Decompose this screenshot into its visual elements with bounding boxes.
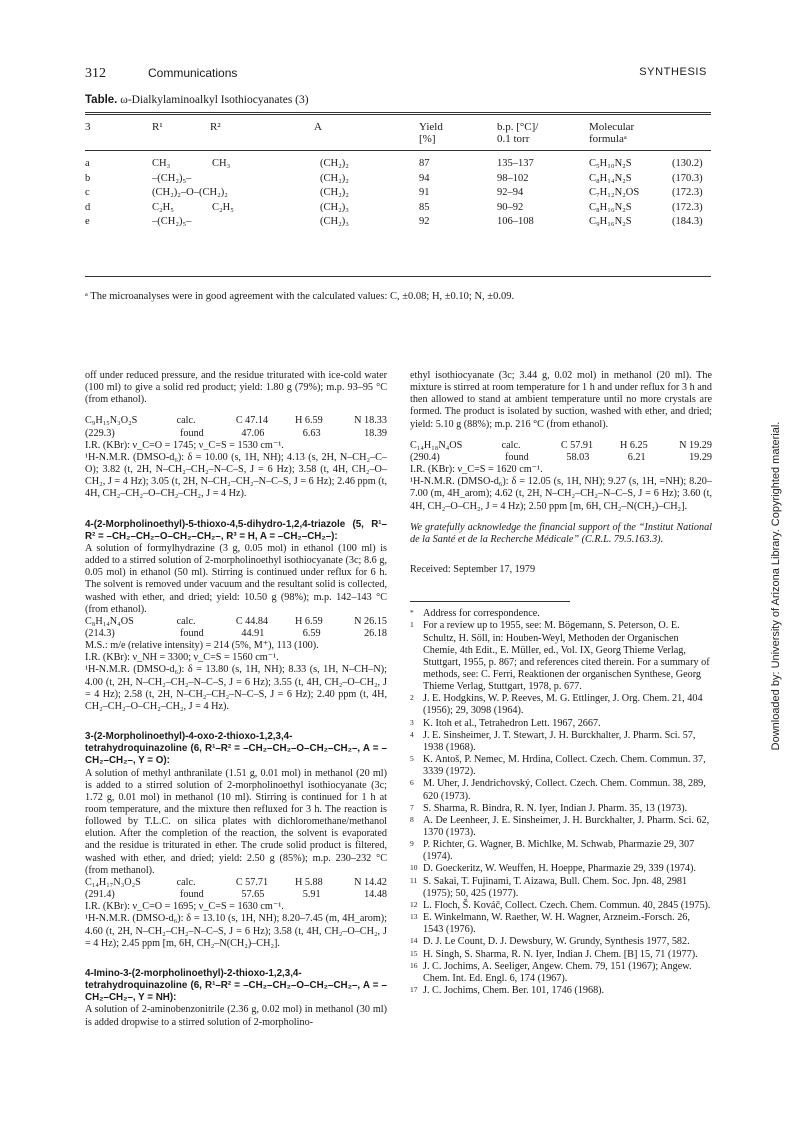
- reference-number: 17: [410, 985, 418, 995]
- reference-item: [410, 718, 712, 730]
- reference-number: 8: [410, 814, 414, 824]
- table-cell-bp: 135–137: [497, 158, 534, 169]
- journal-name: SYNTHESIS: [639, 66, 707, 78]
- reference-item: [410, 900, 712, 912]
- table-rule-header: [85, 150, 711, 151]
- reference-item: [410, 936, 712, 948]
- table-cell-formula: C₇H₁₂N₂OS: [589, 187, 640, 199]
- reference-item: [410, 949, 712, 961]
- reference-text: J. E. Sinsheimer, J. T. Stewart, J. H. Burckhalter, J. Pharm. Sci. 57, 1938 (1968).: [423, 729, 696, 753]
- reference-item: [410, 815, 712, 839]
- acknowledgement: We gratefully acknowledge the financial support of the “Institut National de la Santé et de la Recherche Médicale” (C.R.L. 79.5.163.3).: [410, 521, 712, 545]
- table-cell-r1: C₂H₅: [152, 201, 174, 213]
- table-cell-r1: –(CH₂)₅–: [152, 216, 192, 228]
- reference-text: For a review up to 1955, see: M. Bögemann, S. Peterson, O. E. Schultz, H. Söll, in: Houben-Weyl, Methoden der Organischen Chemie, 4th Edit., E. Müller, ed., Vol. IX, Georg Thieme Verlag, Stuttgart, 1955, p. 867; and references cited therein. For a summary of methods, see: C. Ferri, Reaktionen der organischen Synthese, Georg Thieme Verlag, Stuttgart, 1978, p. 677.: [423, 620, 710, 693]
- reference-number: 14: [410, 936, 418, 946]
- procedure-heading: 4-(2-Morpholinoethyl)-5-thioxo-4,5-dihydro-1,2,4-triazole (5, R¹–R² = –CH₂–CH₂–O–CH₂–CH₂–, R³ = H, A = –CH₂–CH₂–):: [85, 518, 387, 542]
- table-rule-top: [85, 112, 711, 113]
- reference-text: K. Itoh et al., Tetrahedron Lett. 1967, 2667.: [423, 717, 601, 729]
- analysis-row: (214.3) found 44.91 6.59 26.18: [85, 627, 387, 639]
- table-cell-yield: 91: [419, 187, 430, 199]
- table-cell-r2: C₂H₅: [212, 201, 234, 213]
- analysis-row: C₉H₁₅N₃O₂S calc. C 47.14 H 6.59 N 18.33: [85, 415, 387, 427]
- reference-number: *: [410, 608, 414, 618]
- reference-item: [410, 863, 712, 875]
- table-header-r2: R²: [210, 121, 221, 133]
- analysis-row: C₈H₁₄N₄OS calc. C 44.84 H 6.59 N 26.15: [85, 615, 387, 627]
- reference-list: [410, 608, 712, 997]
- paragraph: A solution of 2-aminobenzonitrile (2.36 g, 0.02 mol) in methanol (30 ml) is added dropwise to a stirred solution of 2-morpholino-: [85, 1004, 387, 1028]
- reference-item: [410, 876, 712, 900]
- ms-data: M.S.: m/e (relative intensity) = 214 (5%, M⁺), 113 (100).: [85, 640, 319, 652]
- procedure-heading: 4-Imino-3-(2-morpholinoethyl)-2-thioxo-1,2,3,4-tetrahydroquinazoline (6, R¹–R² = –CH₂–CH₂–O–CH₂–CH₂–, A = –CH₂–CH₂–, Y = NH):: [85, 967, 387, 1004]
- paragraph: ethyl isothiocyanate (3c; 3.44 g, 0.02 mol) in methanol (20 ml). The mixture is stirred at room temperature for 1 h and under reflux for 3 h and then allowed to stand at ambient temperature until no more crystals are formed. The product is isolated by suction, washed with ether, and dried; yield: 5.10 g (88%); m.p. 216 °C (from ethanol).: [410, 370, 712, 430]
- reference-text: Address for correspondence.: [423, 608, 540, 620]
- reference-item: [410, 620, 712, 693]
- reference-text: J. E. Hodgkins, W. P. Reeves, M. G. Ettlinger, J. Org. Chem. 21, 404 (1956); 29, 3098 (1964).: [423, 693, 703, 717]
- table-cell-a: (CH₂)₂: [320, 158, 349, 169]
- table-cell-id: a: [85, 158, 90, 169]
- nmr-data: ¹H-N.M.R. (DMSO-d₆): δ = 10.00 (s, 1H, NH); 4.13 (s, 2H, N–CH₂–C–O); 3.82 (t, 2H, N–CH₂–CH₂–N–C–S, J = 6 Hz); 3.58 (t, 4H, CH₂–O–CH₂, J = 4 Hz); 3.05 (t, 2H, N–CH₂–CH₂–N–C–S, J = 6 Hz); 2.46 ppm (t, 4H, CH₂–CH₂–O–CH₂–CH₂, J = 4 Hz).: [85, 451, 387, 500]
- table-cell-bp: 90–92: [497, 201, 524, 213]
- table-cell-formula: C₉H₁₆N₂S: [589, 216, 632, 228]
- table-header-bp: b.p. [°C]/: [497, 121, 539, 133]
- reference-number: 16: [410, 960, 418, 970]
- right-column: [410, 370, 712, 997]
- reference-item: [410, 961, 712, 985]
- table-cell-id: c: [85, 187, 90, 199]
- reference-text: H. Singh, S. Sharma, R. N. Iyer, Indian J. Chem. [B] 15, 71 (1977).: [423, 948, 698, 960]
- reference-item: [410, 608, 712, 620]
- reference-text: D. J. Le Count, D. J. Dewsbury, W. Grundy, Synthesis 1977, 582.: [423, 936, 690, 948]
- analysis-row: (290.4) found 58.03 6.21 19.29: [410, 451, 712, 463]
- analysis-row: (291.4) found 57.65 5.91 14.48: [85, 889, 387, 901]
- ir-data: I.R. (KBr): ν_C=S = 1620 cm⁻¹.: [410, 464, 543, 476]
- table-caption: [85, 94, 309, 106]
- table-caption-text: ω-Dialkylaminoalkyl Isothiocyanates (3): [120, 94, 309, 106]
- reference-number: 3: [410, 717, 414, 727]
- reference-number: 12: [410, 899, 418, 909]
- paragraph: A solution of methyl anthranilate (1.51 g, 0.01 mol) in methanol (20 ml) is added to a stirred solution of 2-morpholinoethyl isothiocyanate (3c; 1.72 g, 0.01 mol) in methanol (10 ml). Stirring is continued for 1 h at room temperature, and the mixture then refluxed for 3 h. The reaction is followed by T.L.C. on silica plates with dichloromethane/methanol elution. After the completion of the reaction, the solvent is evaporated and the residue is triturated in ether. The crude solid product is filtered, washed with ether, and dried; yield: 2.50 g (85%); m.p. 230–232 °C (from methanol).: [85, 767, 387, 876]
- nmr-data: ¹H-N.M.R. (DMSO-d₆): δ = 13.80 (s, 1H, NH); 8.33 (s, 1H, N–CH–N); 4.00 (t, 2H, N–CH₂–CH₂–N–C–S, J = 6 Hz); 3.55 (t, 4H, CH₂–O–CH₂, J = 4 Hz); 2.58 (t, 2H, N–CH₂–CH₂–N–C–S, J = 6 Hz); 2.40 ppm (t, 4H, CH₂–CH₂–O–CH₂–CH₂, J = 4 Hz).: [85, 664, 387, 712]
- page-number: 312: [85, 66, 106, 81]
- procedure-heading: 3-(2-Morpholinoethyl)-4-oxo-2-thioxo-1,2,3,4-tetrahydroquinazoline (6, R¹–R² = –CH₂–CH₂–O–CH₂–CH₂–, A = –CH₂–CH₂–, Y = O):: [85, 731, 387, 767]
- table-cell-id: d: [85, 201, 91, 213]
- reference-text: P. Richter, G. Wagner, B. Michlke, M. Schwab, Pharmazie 29, 307 (1974).: [423, 839, 695, 863]
- table-cell-r1: (CH₂)₂–O–(CH₂)₂: [152, 187, 228, 199]
- table-cell-formula: C₅H₁₀N₂S: [589, 158, 632, 169]
- table-cell-mw: (184.3): [672, 216, 703, 228]
- reference-text: J. C. Jochims, Chem. Ber. 101, 1746 (1968).: [423, 985, 605, 997]
- reference-number: 15: [410, 948, 418, 958]
- table-header-r1: R¹: [152, 121, 163, 133]
- paragraph: off under reduced pressure, and the residue triturated with ice-cold water (100 ml) to give a solid red product; yield: 1.80 g (79%); m.p. 93–95 °C (from ethanol).: [85, 370, 387, 406]
- table-header-formula-2: formulaᵃ: [589, 133, 627, 145]
- ir-data: I.R. (KBr): ν_NH = 3300; ν_C=S = 1560 cm⁻¹.: [85, 652, 279, 664]
- table-header-formula: Molecular: [589, 121, 635, 133]
- reference-number: 13: [410, 912, 418, 922]
- table-header-id: 3: [85, 121, 91, 133]
- table-cell-yield: 94: [419, 172, 430, 184]
- ir-data: I.R. (KBr): ν_C=O = 1695; ν_C=S = 1630 cm⁻¹.: [85, 901, 284, 913]
- left-column: [85, 370, 387, 1029]
- reference-item: [410, 912, 712, 936]
- reference-text: D. Goeckeritz, W. Weuffen, H. Hoeppe, Pharmazie 29, 339 (1974).: [423, 863, 696, 875]
- reference-number: 5: [410, 754, 414, 764]
- table-footnote: ᵃ The microanalyses were in good agreement with the calculated values: C, ±0.08; H, ±0.10; N, ±0.09.: [85, 291, 515, 302]
- reference-text: K. Antoš, P. Nemec, M. Hrdina, Collect. Czech. Chem. Commun. 37, 3339 (1972).: [423, 754, 706, 778]
- analysis-row: C₁₄H₁₈N₄OS calc. C 57.91 H 6.25 N 19.29: [410, 439, 712, 451]
- reference-item: [410, 754, 712, 778]
- section-title: Communications: [148, 66, 238, 80]
- table-cell-mw: (170.3): [672, 172, 703, 184]
- table-cell-yield: 85: [419, 201, 430, 213]
- reference-item: [410, 778, 712, 802]
- paragraph: A solution of formylhydrazine (3 g, 0.05 mol) in ethanol (100 ml) is added to a stirred solution of 2-morpholinoethyl isothiocyanate (3c; 8.6 g, 0.05 mol) in ethanol (50 ml). Stirring is continued under reflux for 6 h. The solvent is removed under vacuum and the resultant solid is collected, washed with ether, and dried; yield: 10.50 g (98%); m.p. 142–143 °C (from ethanol).: [85, 542, 387, 615]
- table-cell-bp: 106–108: [497, 216, 534, 228]
- nmr-data: ¹H-N.M.R. (DMSO-d₆): δ = 12.05 (s, 1H, NH); 9.27 (s, 1H, =NH); 8.20–7.00 (m, 4H_arom); 4.62 (t, 2H, N–CH₂–CH₂–N–C–S, J = 6 Hz); 3.60 (t, 4H, CH₂–O–CH₂, J = 4 Hz); 2.50 ppm [m, 6H, CH₂–N(CH₂)–CH₂].: [410, 476, 712, 512]
- ir-data: I.R. (KBr): ν_C=O = 1745; ν_C=S = 1530 cm⁻¹.: [85, 439, 284, 451]
- table-header-a: A: [314, 121, 322, 133]
- table-header-yield-unit: [%]: [419, 133, 436, 145]
- reference-item: [410, 693, 712, 717]
- reference-item: [410, 730, 712, 754]
- table-cell-r2: CH₃: [212, 158, 231, 169]
- received-date: Received: September 17, 1979: [410, 564, 536, 576]
- table-cell-bp: 92–94: [497, 187, 524, 199]
- reference-text: J. C. Jochims, A. Seeliger, Angew. Chem. 79, 151 (1967); Angew. Chem. Int. Ed. Engl. 6, 174 (1967).: [423, 960, 692, 984]
- table-cell-mw: (172.3): [672, 187, 703, 199]
- table-cell-a: (CH₂)₂: [320, 172, 349, 184]
- table-cell-a: (CH₂)₃: [320, 201, 349, 213]
- table-cell-a: (CH₂)₂: [320, 187, 349, 199]
- references-rule: [410, 601, 570, 602]
- analysis-row: (229.3) found 47.06 6.63 18.39: [85, 427, 387, 439]
- reference-number: 6: [410, 778, 414, 788]
- table-cell-r1: –(CH₂)₅–: [152, 172, 192, 184]
- table-rule-bottom: [85, 276, 711, 277]
- nmr-data: ¹H-N.M.R. (DMSO-d₆): δ = 13.10 (s, 1H, NH); 8.20–7.45 (m, 4H_arom); 4.60 (t, 2H, N–CH₂–CH₂–N–C–S, J = 6 Hz); 3.58 (t, 4H, CH₂–O–CH₂, J = 4 Hz); 2.45 ppm [m, 6H, CH₂–N(CH₂)–CH₂].: [85, 913, 387, 949]
- reference-number: 2: [410, 693, 414, 703]
- reference-text: S. Sharma, R. Bindra, R. N. Iyer, Indian J. Pharm. 35, 13 (1973).: [423, 802, 688, 814]
- reference-number: 11: [410, 875, 418, 885]
- reference-number: 1: [410, 620, 414, 630]
- reference-text: M. Uher, J. Jendrichovský, Collect. Czech. Chem. Commun. 38, 289, 620 (1973).: [423, 778, 706, 802]
- table-rule-top-2: [85, 114, 711, 115]
- reference-number: 10: [410, 863, 418, 873]
- reference-item: [410, 985, 712, 997]
- table-cell-yield: 92: [419, 216, 430, 228]
- reference-text: S. Sakai, T. Fujinami, T. Aizawa, Bull. Chem. Soc. Jpn. 48, 2981 (1975); 50, 425 (1977).: [423, 875, 688, 899]
- download-watermark: Downloaded by: University of Arizona Library. Copyrighted material.: [770, 421, 782, 751]
- table-cell-formula: C₈H₁₆N₂S: [589, 201, 632, 213]
- table-cell-a: (CH₂)₃: [320, 216, 349, 228]
- table-cell-formula: C₈H₁₄N₂S: [589, 172, 632, 184]
- reference-number: 4: [410, 729, 414, 739]
- table-cell-mw: (130.2): [672, 158, 703, 169]
- reference-text: L. Floch, Š. Kováč, Collect. Czech. Chem. Commun. 40, 2845 (1975).: [423, 899, 711, 911]
- reference-text: A. De Leenheer, J. E. Sinsheimer, J. H. Burckhalter, J. Pharm. Sci. 62, 1370 (1973).: [423, 814, 710, 838]
- table-cell-r1: CH₃: [152, 158, 171, 169]
- reference-text: E. Winkelmann, W. Raether, W. H. Wagner, Arzneim.-Forsch. 26, 1543 (1976).: [423, 912, 690, 936]
- table-caption-label: Table.: [85, 94, 118, 106]
- table-cell-id: e: [85, 216, 90, 228]
- table-cell-mw: (172.3): [672, 201, 703, 213]
- table-header-yield: Yield: [419, 121, 443, 133]
- table-cell-id: b: [85, 172, 91, 184]
- reference-number: 7: [410, 802, 414, 812]
- reference-item: [410, 839, 712, 863]
- analysis-row: C₁₄H₁₇N₃O₂S calc. C 57.71 H 5.88 N 14.42: [85, 876, 387, 888]
- reference-item: [410, 803, 712, 815]
- table-cell-bp: 98–102: [497, 172, 529, 184]
- table-header-bp-unit: 0.1 torr: [497, 133, 530, 145]
- reference-number: 9: [410, 839, 414, 849]
- table-cell-yield: 87: [419, 158, 430, 169]
